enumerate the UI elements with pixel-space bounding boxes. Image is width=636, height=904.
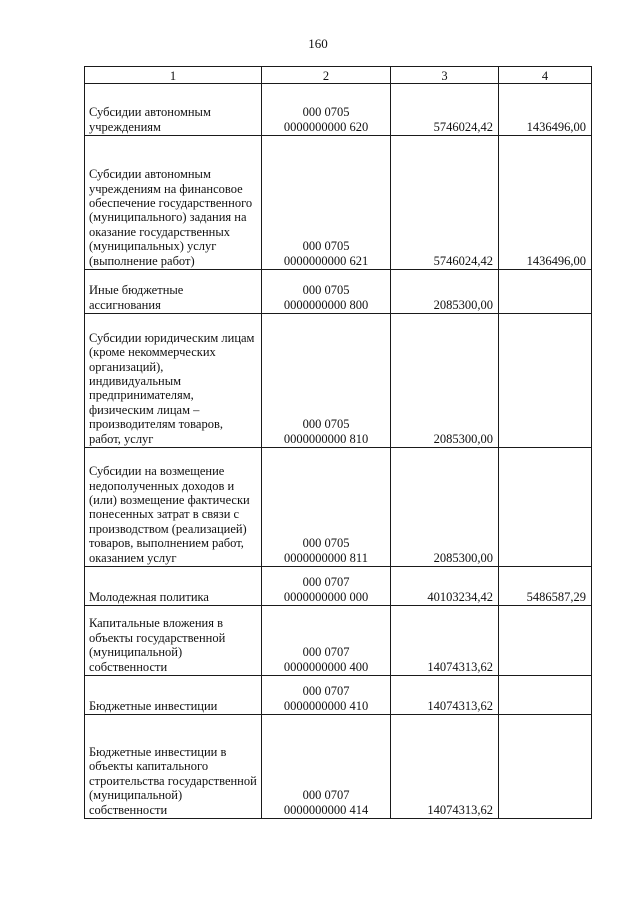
row-sum: 2085300,00: [391, 314, 499, 448]
row-name: Субсидии автономным учреждениям на финансовое обеспечение государственного (муниципального) задания на оказание государственных (муниципальных) услуг (выполнение работ): [85, 136, 262, 270]
row-sum2: [499, 270, 592, 314]
row-sum2: 1436496,00: [499, 84, 592, 136]
table-row: [85, 136, 592, 270]
table-row: [85, 448, 592, 567]
row-name: Субсидии юридическим лицам (кроме некоммерческих организаций), индивидуальным предпринимателям, физическим лицам – производителям товаров, работ, услуг: [85, 314, 262, 448]
row-name: Субсидии автономным учреждениям: [85, 84, 262, 136]
row-name: Иные бюджетные ассигнования: [85, 270, 262, 314]
row-sum: 2085300,00: [391, 270, 499, 314]
row-sum: 40103234,42: [391, 567, 499, 606]
row-sum2: [499, 676, 592, 715]
table-row: [85, 314, 592, 448]
page-number: 160: [308, 36, 328, 51]
column-header: 2: [262, 67, 391, 84]
table-row: [85, 84, 592, 136]
row-sum: 14074313,62: [391, 606, 499, 676]
row-sum2: [499, 606, 592, 676]
row-code: 000 0705 0000000000 621: [262, 136, 391, 270]
table-row: [85, 567, 592, 606]
column-header: 1: [85, 67, 262, 84]
table-row: [85, 676, 592, 715]
row-name: Бюджетные инвестиции в объекты капитального строительства государственной (муниципальной) собственности: [85, 715, 262, 819]
budget-table: [84, 66, 592, 819]
row-code: 000 0707 0000000000 410: [262, 676, 391, 715]
table-row: [85, 270, 592, 314]
row-code: 000 0705 0000000000 810: [262, 314, 391, 448]
row-name: Молодежная политика: [85, 567, 262, 606]
column-header: 4: [499, 67, 592, 84]
row-sum: 14074313,62: [391, 715, 499, 819]
table-row: [85, 715, 592, 819]
row-code: 000 0705 0000000000 811: [262, 448, 391, 567]
row-name: Капитальные вложения в объекты государственной (муниципальной) собственности: [85, 606, 262, 676]
row-sum: 2085300,00: [391, 448, 499, 567]
row-sum: 14074313,62: [391, 676, 499, 715]
row-sum: 5746024,42: [391, 136, 499, 270]
row-sum2: [499, 715, 592, 819]
header-row: [85, 67, 592, 84]
row-code: 000 0705 0000000000 800: [262, 270, 391, 314]
row-sum: 5746024,42: [391, 84, 499, 136]
row-name: Субсидии на возмещение недополученных доходов и (или) возмещение фактически понесенных затрат в связи с производством (реализацией) товаров, выполнением работ, оказанием услуг: [85, 448, 262, 567]
column-header: 3: [391, 67, 499, 84]
row-sum2: 1436496,00: [499, 136, 592, 270]
row-sum2: [499, 314, 592, 448]
row-code: 000 0707 0000000000 000: [262, 567, 391, 606]
row-code: 000 0707 0000000000 414: [262, 715, 391, 819]
row-name: Бюджетные инвестиции: [85, 676, 262, 715]
row-code: 000 0705 0000000000 620: [262, 84, 391, 136]
row-sum2: 5486587,29: [499, 567, 592, 606]
row-sum2: [499, 448, 592, 567]
table-row: [85, 606, 592, 676]
row-code: 000 0707 0000000000 400: [262, 606, 391, 676]
